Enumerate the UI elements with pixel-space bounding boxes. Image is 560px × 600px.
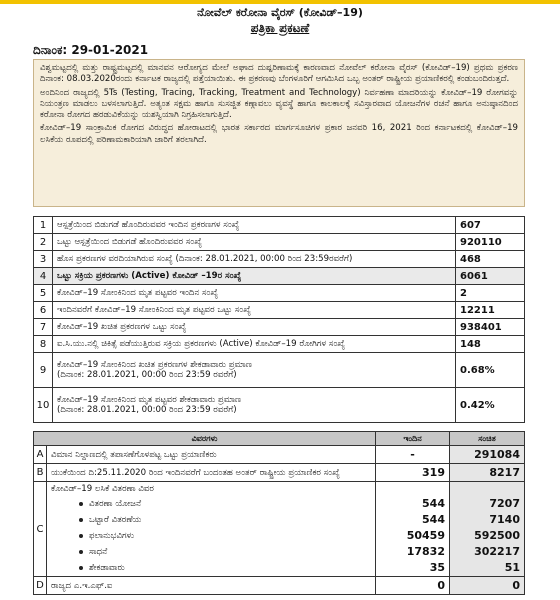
table-row-vaccine xyxy=(34,482,525,577)
row-label: ಐ.ಸಿ.ಯು.ನಲ್ಲಿ ಚಿಕಿತ್ಸೆ ಪಡೆಯುತ್ತಿರುವ ಸಕ್ರಿಯ ಪ್ರಕರಣಗಳು (Active) ಕೋವಿಡ್–19 ರೋಗಿಗಳ ಸಂಖ್ಯೆ xyxy=(53,336,456,353)
list-item xyxy=(51,496,371,512)
row-label: ಕೋವಿಡ್–19 ಖಚಿತ ಪ್ರಕರಣಗಳ ಒಟ್ಟು ಸಂಖ್ಯೆ xyxy=(53,319,456,336)
row-today: 319 xyxy=(376,464,450,482)
item-label: ಸಾಧನೆ xyxy=(89,547,108,557)
table-row xyxy=(34,234,525,251)
row-sublabel: (ದಿನಾಂಕ: 28.01.2021, 00:00 ರಿಂದ 23:59 ರವರೆಗೆ) xyxy=(57,405,237,415)
header-total: ಸಂಚಿತ xyxy=(450,432,525,446)
row-label: ಒಟ್ಟು ಆಸ್ಪತ್ರೆಯಿಂದ ಬಿಡುಗಡೆ ಹೊಂದಿರುವವರ ಸಂಖ್ಯೆ xyxy=(53,234,456,251)
intro-paragraph-1: ವಿಶ್ವಮಟ್ಟದಲ್ಲಿ ಮತ್ತು ರಾಷ್ಟ್ರಮಟ್ಟದಲ್ಲಿ ಮಾನವನ ಆರೋಗ್ಯದ ಮೇಲೆ ಅಘಾದ ದುಷ್ಪರಿಣಾಮಕ್ಕೆ ಕಾರಣವಾದ ನೋವೆಲ್ ಕರೋನಾ ವೈರಸ್ (ಕೋವಿಡ್–19) ಪ್ರಥಮ ಪ್ರಕರಣ ದಿನಾಂಕ: 08.03.2020ರಂದು ಕರ್ನಾಟಕ ರಾಜ್ಯದಲ್ಲಿ ಪತ್ತೆಯಾಯಿತು. ಈ ಪ್ರಕರಣವು ಬೆಂಗಳೂರಿಗೆ ಆಗಮಿಸಿದ ಒಬ್ಬ ಅಂತರ್ ರಾಷ್ಟ್ರೀಯ ಪ್ರಯಾಣಿಕರಲ್ಲಿ ಕಂಡುಬಂದಿರುತ್ತದೆ. xyxy=(40,63,518,85)
row-total: 291084 xyxy=(450,446,525,464)
table-row xyxy=(34,268,525,285)
item-today: 35 xyxy=(429,561,445,574)
header-today: ಇಂದಿನ xyxy=(376,432,450,446)
row-today: 0 xyxy=(376,577,450,595)
vaccine-today-cell xyxy=(376,482,450,577)
row-number: 1 xyxy=(34,217,53,234)
row-value: 148 xyxy=(456,336,525,353)
row-value: 0.68% xyxy=(456,353,525,388)
item-today: 17832 xyxy=(406,545,445,558)
intro-paragraph-3: ಕೋವಿಡ್–19 ಸಾಂಕ್ರಾಮಿಕ ರೋಗದ ವಿರುದ್ಧದ ಹೋರಾಟದಲ್ಲಿ ಭಾರತ ಸರ್ಕಾರದ ಮಾರ್ಗಸೂಚಿಗಳ ಪ್ರಕಾರ ಜನವರಿ 16, 2021 ರಿಂದ ಕರ್ನಾಟಕದಲ್ಲಿ ಕೋವಿಡ್–19 ಲಸಿಕೆಯ ರೂಪದಲ್ಲಿ ಪರಿಣಾಮಕಾರಿಯಾಗಿ ಜಾರಿಗೆ ತರಲಾಗಿದೆ. xyxy=(40,123,518,145)
vaccine-section-title: ಕೋವಿಡ್–19 ಲಸಿಕೆ ವಿತರಣಾ ವಿವರ xyxy=(51,484,154,494)
row-value: 607 xyxy=(456,217,525,234)
item-today: 544 xyxy=(422,497,445,510)
row-value: 6061 xyxy=(456,268,525,285)
table-row xyxy=(34,336,525,353)
release-date: ದಿನಾಂಕ: 29-01-2021 xyxy=(33,43,149,57)
item-total: 51 xyxy=(504,561,520,574)
vaccine-total-cell xyxy=(450,482,525,577)
row-value: 938401 xyxy=(456,319,525,336)
top-color-strip xyxy=(0,0,560,4)
table-row xyxy=(34,217,525,234)
row-letter: B xyxy=(34,464,47,482)
table-row xyxy=(34,302,525,319)
page-title: ನೋವೆಲ್ ಕರೋನಾ ವೈರಸ್ (ಕೋವಿಡ್–19) xyxy=(197,6,363,19)
row-label: ಯುಕೆಯಿಂದ ದಿ:25.11.2020 ರಿಂದ ಇಂದಿನವರೆಗೆ ಬಂದಂತಹ ಅಂತರ್ ರಾಷ್ಟ್ರೀಯ ಪ್ರಯಾಣಿಕರ ಸಂಖ್ಯೆ xyxy=(47,464,376,482)
bullet-icon xyxy=(79,518,83,522)
row-number: 3 xyxy=(34,251,53,268)
row-letter: A xyxy=(34,446,47,464)
row-label: ಕೋವಿಡ್–19 ಸೋಂಕಿನಿಂದ ಮೃತ ಪಟ್ಟವರ ಇಂದಿನ ಸಂಖ್ಯೆ xyxy=(53,285,456,302)
item-label: ಶೇಕಡಾವಾರು xyxy=(89,563,125,573)
list-item xyxy=(51,512,371,528)
daily-status-table xyxy=(33,216,525,423)
row-number: 8 xyxy=(34,336,53,353)
table-row xyxy=(34,353,525,388)
list-item xyxy=(51,528,371,544)
item-label: ಫಲಾನುಭವಿಗಳು xyxy=(89,531,135,541)
header-details: ವಿವರಗಳು xyxy=(34,432,376,446)
travel-vaccine-table xyxy=(33,431,525,595)
vaccine-details-cell xyxy=(47,482,376,577)
row-value: 2 xyxy=(456,285,525,302)
row-label: ಕೋವಿಡ್–19 ಸೋಂಕಿನಿಂದ ಖಚಿತ ಪ್ರಕರಣಗಳ ಶೇಕಡಾವಾರು ಪ್ರಮಾಣ xyxy=(57,360,252,370)
row-label: ಒಟ್ಟು ಸಕ್ರಿಯ ಪ್ರಕರಣಗಳು (Active) ಕೋವಿಡ್ –19ರ ಸಂಖ್ಯೆ xyxy=(53,268,456,285)
table-row xyxy=(34,464,525,482)
row-label: ಆಸ್ಪತ್ರೆಯಿಂದ ಬಿಡುಗಡೆ ಹೊಂದಿರುವವರ ಇಂದಿನ ಪ್ರಕರಣಗಳ ಸಂಖ್ಯೆ xyxy=(53,217,456,234)
table-row xyxy=(34,251,525,268)
intro-box xyxy=(33,59,525,207)
item-total: 7207 xyxy=(489,497,520,510)
table-row xyxy=(34,446,525,464)
row-label: ಕೋವಿಡ್–19 ಸೋಂಕಿನಿಂದ ಮೃತ ಪಟ್ಟವರ ಶೇಕಡಾವಾರು ಪ್ರಮಾಣ xyxy=(57,395,242,405)
row-number: 2 xyxy=(34,234,53,251)
item-today: 544 xyxy=(422,513,445,526)
row-value: 920110 xyxy=(456,234,525,251)
row-label: ವಿಮಾನ ನಿಲ್ದಾಣದಲ್ಲಿ ತಪಾಸಣೆಗೊಳಪಟ್ಟ ಒಟ್ಟು ಪ್ರಯಾಣಿಕರು xyxy=(47,446,376,464)
row-letter: C xyxy=(34,482,47,577)
item-total: 592500 xyxy=(474,529,520,542)
row-number: 6 xyxy=(34,302,53,319)
item-label: ವಿತರಣಾ ಯೋಜನೆ xyxy=(89,499,142,509)
table-row xyxy=(34,577,525,595)
row-label: ಇಂದಿನವರೆಗೆ ಕೋವಿಡ್–19 ಸೋಂಕಿನಿಂದ ಮೃತ ಪಟ್ಟವರ ಒಟ್ಟು ಸಂಖ್ಯೆ xyxy=(53,302,456,319)
row-value: 0.42% xyxy=(456,388,525,423)
table-row xyxy=(34,388,525,423)
list-item xyxy=(51,544,371,560)
row-sublabel: (ದಿನಾಂಕ: 28.01.2021, 00:00 ರಿಂದ 23:59 ರವರೆಗೆ) xyxy=(57,370,237,380)
row-label-cell xyxy=(53,353,456,388)
item-today: 50459 xyxy=(406,529,445,542)
row-number: 9 xyxy=(34,353,53,388)
bullet-icon xyxy=(79,502,83,506)
row-number: 7 xyxy=(34,319,53,336)
row-label: ಹೊಸ ಪ್ರಕರಣಗಳ ವರದಿಯಾಗಿರುವ ಸಂಖ್ಯೆ (ದಿನಾಂಕ: 28.01.2021, 00:00 ರಿಂದ 23:59ರವರೆಗೆ) xyxy=(53,251,456,268)
item-label: ಒಟ್ಟಾರೆ ವಿತರಣೆಯ xyxy=(89,515,142,525)
list-item xyxy=(51,560,371,576)
bullet-icon xyxy=(79,534,83,538)
bullet-icon xyxy=(79,550,83,554)
table-header-row xyxy=(34,432,525,446)
row-number: 10 xyxy=(34,388,53,423)
row-label-cell xyxy=(53,388,456,423)
table-row xyxy=(34,285,525,302)
row-value: 12211 xyxy=(456,302,525,319)
item-total: 7140 xyxy=(489,513,520,526)
row-value: 468 xyxy=(456,251,525,268)
row-letter: D xyxy=(34,577,47,595)
row-number: 4 xyxy=(34,268,53,285)
row-total: 0 xyxy=(450,577,525,595)
table-row xyxy=(34,319,525,336)
intro-paragraph-2: ಅಂದಿನಿಂದ ರಾಜ್ಯದಲ್ಲಿ 5Ts (Testing, Tracing, Tracking, Treatment and Technology) ನಿರ್ವಹಣಾ ಮಾದರಿಯನ್ನು ಕೋವಿಡ್–19 ರೋಗವನ್ನು ನಿಯಂತ್ರಣ ಮಾಡಲು ಬಳಸಲಾಗುತ್ತಿದೆ. ಅತ್ಯಂತ ಸಕ್ಷಮ ಹಾಗೂ ಸುಸಜ್ಜಿತ ಕಣ್ಗಾವಲು ವ್ಯವಸ್ಥೆ ಹಾಗೂ ಕಾಲಕಾಲಕ್ಕೆ ಸವಿಸ್ತಾರವಾದ ಯೋಜನೆಗಳ ರಚನೆ ಹಾಗೂ ಅನುಷ್ಠಾನದಿಂದ ಕರೋನಾ ರೋಗದ ಹರಡುವಿಕೆಯನ್ನು ಯಶಸ್ವಿಯಾಗಿ ನಿಗ್ರಹಿಸಲಾಗುತ್ತಿದೆ. xyxy=(40,87,518,121)
row-label: ರಾಜ್ಯದ ಎ.ಇ.ಎಫ್.ಐ xyxy=(47,577,376,595)
item-total: 302217 xyxy=(474,545,520,558)
bullet-icon xyxy=(79,566,83,570)
row-today: - xyxy=(376,446,450,464)
row-total: 8217 xyxy=(450,464,525,482)
press-release-heading: ಪತ್ರಿಕಾ ಪ್ರಕಟಣೆ xyxy=(250,21,310,35)
row-number: 5 xyxy=(34,285,53,302)
